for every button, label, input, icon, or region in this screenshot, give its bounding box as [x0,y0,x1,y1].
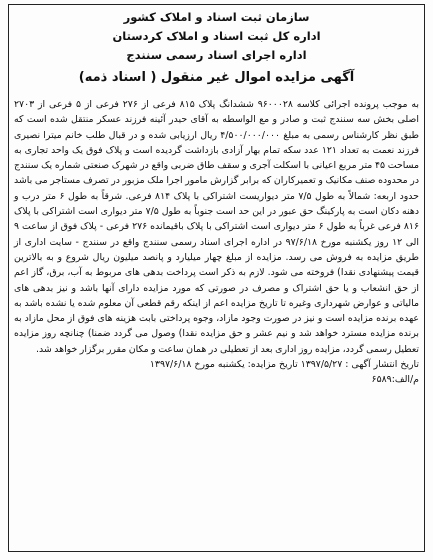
ad-body-paragraph: به موجب پرونده اجرائی کلاسه ۹۶۰۰۰۲۸ ششدانگ پلاک ۸۱۵ فرعی از ۲۷۶ فرعی از ۵ فرعی از ۲۷۰۳ اصلی بخش سه سنندج ثبت و صادر و مع الواسطه به آقای حیدر آئینه فرزند عسکر منتقل شده است که طبق نظر کارشناس رسمی به مبلغ ۴/۵۰۰/۰۰۰/۰۰۰ ریال ارزیابی شده و در قبال طلب خانم میترا نصیری فرزند نعمت به تعداد ۱۲۱ عدد سکه تمام بهار آزادی بازداشت گردیده است و پلاک فوق یک واحد تجاری به مساحت ۴۵ متر مربع اعیانی با اسکلت آجری و سقف طاق ضربی واقع در شهرک صنعتی شماره یک سنندج در محدوده صنف مکانیک و تعمیرکاران که برابر گزارش مامور اجرا ملک مزبور در تصرف مستاجر می باشد حدود اربعه: شمالاً به طول ۷/۵ متر دیواریست اشتراکی با پلاک ۸۱۴ فرعی. شرقاً به طول ۶ متر درب و دهنه دکان است به پارکینگ حق عبور در این حد است جنوباً به طول ۷/۵ متر دیواری است اشتراکی با پلاک ۸۱۶ فرعی غرباً به طول ۶ متر دیواری است اشتراکی با پلاک باقیمانده ۲۷۶ فرعی - پلاک فوق از ساعت ۹ الی ۱۲ روز یکشنبه مورخ ۹۷/۶/۱۸ در اداره اجرای اسناد رسمی سنندج واقع در سنندج - سایت اداری از طریق مزایده به فروش می رسد. مزایده از مبلغ چهار میلیارد و پانصد میلیون ریال شروع و به بالاترین قیمت پیشنهادی نقدا) فروخته می شود. لازم به ذکر است پرداخت بدهی های مربوط به آب، برق، گاز اعم از حق انشعاب و یا حق اشتراک و مصرف در صورتی که مورد مزایده دارای آنها باشد و نیز بدهی های مالیاتی و عوارض شهرداری وغیره تا تاریخ مزایده اعم از اینکه رقم قطعی آن معلوم شده یا نشده باشد به عهده برنده مزایده است و نیز در صورت وجود مازاد، وجوه پرداختی بابت هزینه های فوق از محل مازاد به برنده مزایده مسترد خواهد شد و نیم عشر و حق مزایده نقدا) وصول می گردد ضمنا) چنانچه روز مزایده تعطیل رسمی گردد، مزایده روز اداری بعد از تعطیلی در همان ساعت و مکان مقرر برگزار خواهد شد. [14,99,420,355]
ad-title: آگهی مزایده اموال غیر منقول ( اسناد ذمه) [78,70,355,85]
provincial-office-name: اداره کل ثبت اسناد و املاک کردستان [112,29,321,43]
ad-content [14,8,419,548]
organization-name: سازمان ثبت اسناد و املاک کشور [123,10,310,24]
publish-date-line: تاریخ انتشار آگهی : ۱۳۹۷/۵/۲۷ تاریخ مزایده: یکشنبه مورخ ۱۳۹۷/۶/۱۸ [149,359,419,371]
ad-header [14,8,419,89]
reference-number: م/الف:۶۵۸۹ [371,374,419,386]
execution-office-name: اداره اجرای اسناد رسمی سنندج [126,48,307,62]
